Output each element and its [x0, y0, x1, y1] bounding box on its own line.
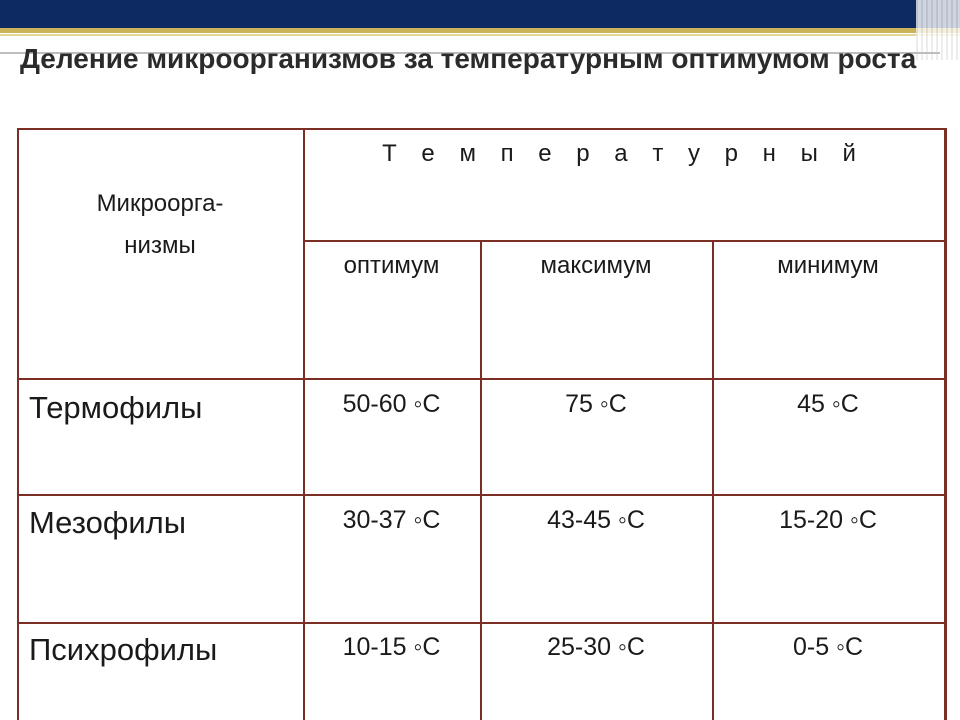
temperature-table	[17, 128, 944, 720]
header-microorganisms: Микроорга- низмы	[96, 190, 224, 259]
cell-psychrophiles-minimum: 0-5 ◦C	[793, 633, 863, 661]
cell-mesophiles-optimum: 30-37 ◦C	[342, 506, 441, 534]
top-thin-line	[0, 34, 960, 36]
subheader-minimum: минимум	[777, 252, 879, 279]
cell-psychrophiles-maximum: 25-30 ◦C	[547, 633, 645, 661]
corner-decoration	[916, 0, 960, 60]
cell-thermophiles-maximum: 75 ◦C	[565, 390, 627, 418]
cell-psychrophiles-optimum: 10-15 ◦C	[342, 633, 441, 661]
row-name-thermophiles: Термофилы	[29, 390, 203, 425]
cell-mesophiles-minimum: 15-20 ◦C	[779, 506, 877, 534]
table-border-col1	[303, 128, 305, 720]
subheader-maximum: максимум	[540, 252, 652, 279]
subheader-optimum: оптимум	[343, 252, 440, 279]
table-right-edge	[944, 128, 947, 720]
slide-title: Деление микроорганизмов за температурным оптимумом роста	[20, 43, 917, 74]
cell-mesophiles-maximum: 43-45 ◦C	[547, 506, 645, 534]
top-gold-line	[0, 28, 960, 33]
table-border-subheader	[303, 240, 944, 242]
row-name-psychrophiles: Психрофилы	[29, 632, 218, 667]
row-name-mesophiles: Мезофилы	[29, 505, 187, 540]
table-border-top	[17, 128, 944, 130]
cell-thermophiles-optimum: 50-60 ◦C	[342, 390, 441, 418]
header-temperature: Т е м п е р а т у р н ы й	[382, 140, 865, 167]
cell-thermophiles-minimum: 45 ◦C	[797, 390, 859, 418]
top-decorative-bar	[0, 0, 960, 28]
